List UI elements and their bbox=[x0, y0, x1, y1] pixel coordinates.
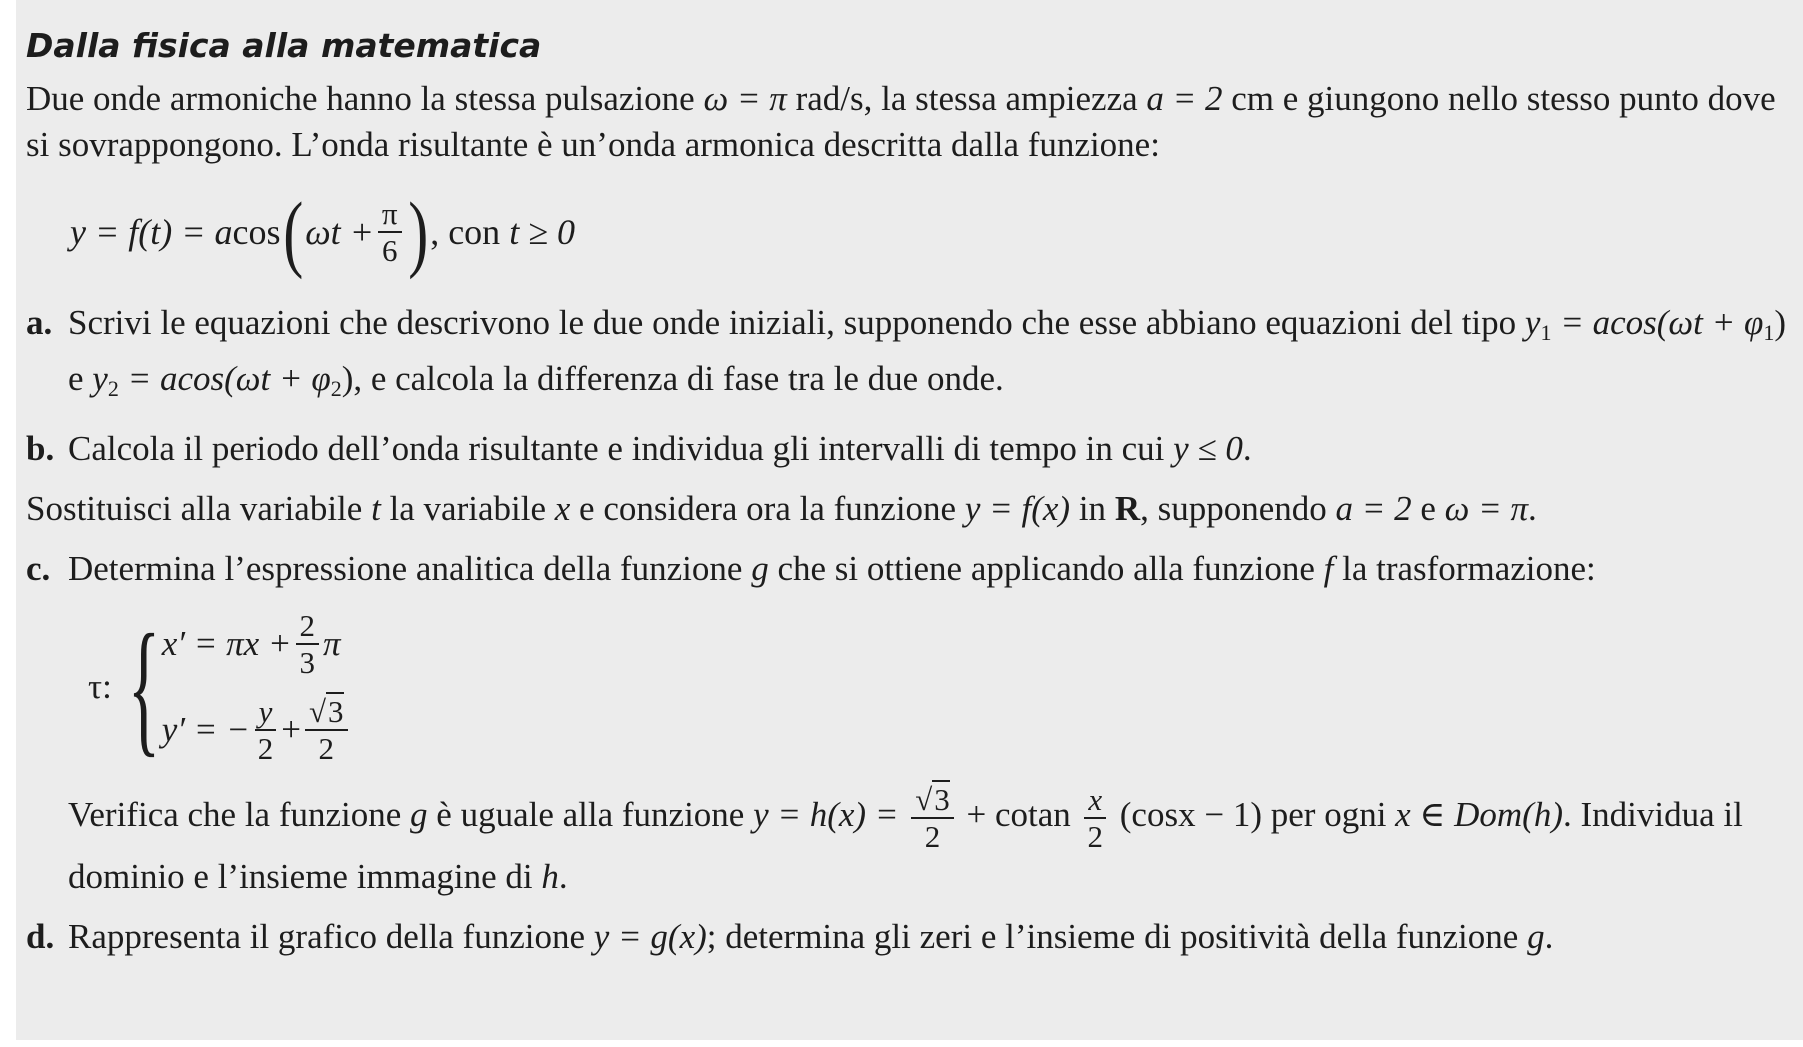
item-b-condition: y ≤ 0 bbox=[1173, 429, 1243, 468]
item-a bbox=[26, 300, 1796, 412]
item-d bbox=[26, 914, 1796, 960]
item-d-text-3: . bbox=[1544, 917, 1554, 956]
item-a-text-1: Scrivi le equazioni che descrivono le due onde iniziali, supponendo che esse abbiano equazioni del tipo bbox=[68, 303, 1517, 342]
h-sqrt3-fraction bbox=[911, 782, 954, 854]
item-d-function: y = g(x) bbox=[593, 917, 707, 956]
h-sqrt-numerator bbox=[911, 782, 954, 819]
line2-sqrt-numerator bbox=[305, 694, 348, 731]
item-c-text-2: che si ottiene applicando alla funzione bbox=[777, 549, 1315, 588]
item-c-verify-content bbox=[68, 782, 1796, 900]
intro-text-3: cm e giungono nello stesso punto dove si sovrappongono. L’onda risultante è un’onda armonica descritta dalla funzione: bbox=[26, 79, 1776, 164]
fraction-denominator: 6 bbox=[381, 233, 398, 268]
exercise-content bbox=[26, 24, 1796, 974]
domain-condition: x ∈ Dom(h) bbox=[1395, 795, 1563, 835]
subst-var-x: x bbox=[554, 489, 571, 528]
eq1-end: ) bbox=[1774, 303, 1786, 342]
eq2-end: ) bbox=[341, 359, 354, 398]
eq2-subscript-2: 2 bbox=[330, 376, 342, 401]
formula-tail: , con bbox=[430, 212, 501, 252]
item-c-f: f bbox=[1323, 549, 1334, 588]
line2-lhs: y′ = − bbox=[161, 710, 250, 749]
fraction-numerator: π bbox=[378, 196, 402, 233]
intro-paragraph bbox=[26, 76, 1796, 168]
right-paren: ) bbox=[407, 184, 428, 280]
h-sqrt-symbol: √ bbox=[915, 782, 933, 817]
verify-text-4: . Individua il dominio e l’insieme immagine di bbox=[68, 795, 1743, 896]
transformation-system bbox=[88, 602, 1796, 772]
item-a-label: a. bbox=[26, 303, 53, 342]
system-line-1 bbox=[162, 605, 352, 683]
subst-text-3: e considera ora la funzione bbox=[579, 489, 957, 528]
real-numbers-symbol: R bbox=[1114, 489, 1141, 528]
item-c-label: c. bbox=[26, 549, 51, 588]
tau-label: τ: bbox=[88, 667, 112, 706]
formula-condition: t ≥ 0 bbox=[509, 212, 575, 252]
item-b-label: b. bbox=[26, 429, 55, 468]
item-d-text-2: ; determina gli zeri e l’insieme di positività della funzione bbox=[706, 917, 1519, 956]
line1-lhs: x′ = πx + bbox=[161, 624, 292, 663]
sqrt3-over-two-fraction bbox=[305, 694, 348, 766]
h-lhs: y = h(x) = bbox=[753, 795, 899, 835]
item-c-content bbox=[68, 546, 1796, 592]
subst-a-eq: a = 2 bbox=[1335, 489, 1412, 528]
system-lines bbox=[162, 605, 352, 769]
pi-over-six-fraction bbox=[378, 196, 402, 268]
line1-denominator: 3 bbox=[299, 645, 316, 680]
formula-cos: cos bbox=[232, 212, 281, 252]
subst-text-4: in bbox=[1078, 489, 1107, 528]
h-denominator: 2 bbox=[924, 819, 941, 854]
verify-h: h bbox=[541, 857, 559, 896]
h-numerator-x: x bbox=[1084, 782, 1106, 819]
formula-arg: ωt + bbox=[305, 212, 374, 252]
two-thirds-fraction bbox=[296, 608, 320, 680]
item-a-text-2: e bbox=[68, 359, 84, 398]
subst-text-6: e bbox=[1420, 489, 1436, 528]
subst-omega-eq: ω = π bbox=[1444, 489, 1529, 528]
item-c-text-3: la trasformazione: bbox=[1342, 549, 1596, 588]
left-paren: ( bbox=[282, 184, 303, 280]
intro-text-1: Due onde armoniche hanno la stessa pulsazione bbox=[26, 79, 695, 118]
section-title: Dalla fisica alla matematica bbox=[26, 26, 542, 65]
eq1-var: y bbox=[1524, 303, 1541, 342]
y-over-two-fraction bbox=[254, 694, 278, 766]
h-denominator-2: 2 bbox=[1087, 819, 1104, 854]
sqrt-symbol: √ bbox=[308, 694, 326, 729]
item-c-g: g bbox=[751, 549, 769, 588]
line1-end: π bbox=[323, 624, 341, 663]
eq1-subscript-2: 1 bbox=[1763, 320, 1775, 345]
verify-text-3: per ogni bbox=[1270, 795, 1387, 835]
line1-numerator: 2 bbox=[296, 608, 320, 645]
item-d-label: d. bbox=[26, 917, 55, 956]
h-sqrt-argument: 3 bbox=[934, 782, 950, 817]
x-over-two-fraction bbox=[1084, 782, 1108, 854]
eq2-rhs: = acos(ωt + φ bbox=[118, 359, 331, 398]
main-formula bbox=[70, 186, 1796, 278]
subst-var-t: t bbox=[371, 489, 381, 528]
item-b-text-1: Calcola il periodo dell’onda risultante e individua gli intervalli di tempo in cui bbox=[68, 429, 1165, 468]
verify-text-5: . bbox=[558, 857, 568, 896]
item-d-content bbox=[68, 914, 1796, 960]
item-c bbox=[26, 546, 1796, 592]
substitution-paragraph bbox=[26, 486, 1796, 532]
eq1-rhs: = acos(ωt + φ bbox=[1551, 303, 1764, 342]
h-tail: (cosx − 1) bbox=[1119, 795, 1262, 835]
left-brace: { bbox=[127, 604, 160, 770]
line2-plus: + bbox=[281, 710, 301, 749]
intro-text-2: rad/s, la stessa ampiezza bbox=[795, 79, 1138, 118]
subst-text-7: . bbox=[1528, 489, 1537, 528]
omega-equation: ω = π bbox=[703, 79, 787, 118]
formula-lhs: y = f(t) = a bbox=[70, 212, 233, 252]
line2-sqrt-denominator: 2 bbox=[318, 731, 334, 766]
line2-numerator: y bbox=[255, 694, 277, 731]
item-d-g: g bbox=[1527, 917, 1545, 956]
eq2-var: y bbox=[92, 359, 108, 398]
amplitude-equation: a = 2 bbox=[1146, 79, 1223, 118]
subst-text-5: , supponendo bbox=[1140, 489, 1327, 528]
equation-y2 bbox=[92, 359, 354, 401]
system-line-2 bbox=[162, 691, 352, 769]
h-plus-cotan: + cotan bbox=[966, 795, 1071, 835]
subst-text-2: la variabile bbox=[389, 489, 546, 528]
verify-g: g bbox=[410, 795, 428, 835]
item-a-text-3: , e calcola la differenza di fase tra le due onde. bbox=[353, 359, 1004, 398]
item-a-content bbox=[68, 300, 1796, 412]
item-c-text-1: Determina l’espressione analitica della funzione bbox=[68, 549, 743, 588]
equation-y1 bbox=[1524, 303, 1786, 345]
verify-text-2: è uguale alla funzione bbox=[436, 795, 745, 835]
eq1-subscript: 1 bbox=[1540, 320, 1552, 345]
item-d-text-1: Rappresenta il grafico della funzione bbox=[68, 917, 586, 956]
item-b bbox=[26, 426, 1796, 472]
item-b-content bbox=[68, 426, 1796, 472]
subst-text-1: Sostituisci alla variabile bbox=[26, 489, 363, 528]
sqrt-argument: 3 bbox=[328, 694, 344, 729]
item-c-verify-spacer bbox=[26, 782, 68, 900]
exercise-panel bbox=[16, 0, 1803, 1040]
eq2-subscript: 2 bbox=[107, 376, 119, 401]
subst-function: y = f(x) bbox=[964, 489, 1071, 528]
item-c-verify bbox=[26, 782, 1796, 900]
verify-text-1: Verifica che la funzione bbox=[68, 795, 402, 835]
line2-denominator: 2 bbox=[257, 731, 274, 766]
item-b-text-2: . bbox=[1242, 429, 1252, 468]
